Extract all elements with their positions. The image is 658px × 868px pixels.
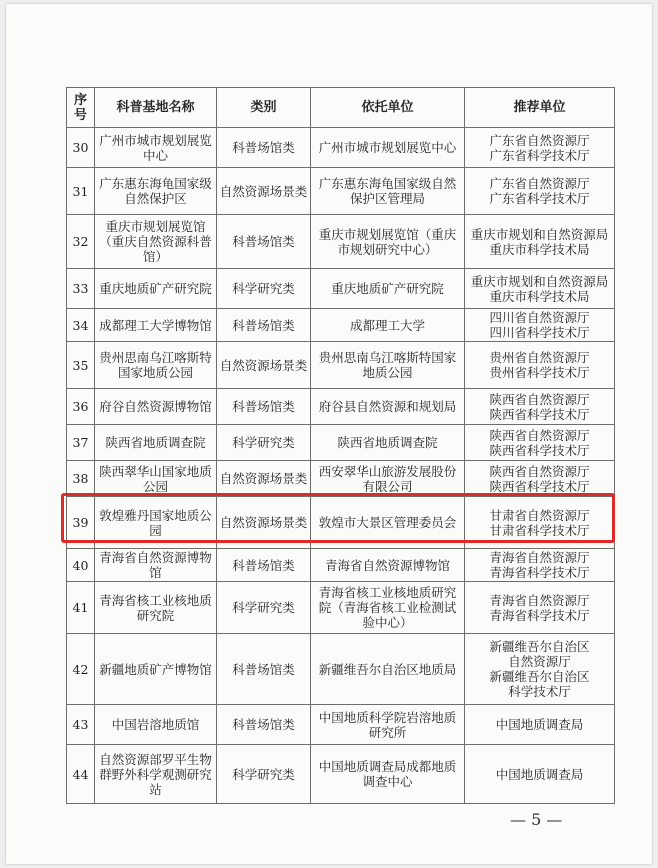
row-host-unit: 广州市城市规划展览中心 [311,128,465,168]
row-base-name: 重庆地质矿产研究院 [95,269,217,309]
table-row [67,549,615,582]
row-recommender: 中国地质调查局 [465,745,615,804]
row-base-name: 广东惠东海龟国家级自然保护区 [95,168,217,215]
table-row [67,128,615,168]
table-row [67,705,615,745]
table-row [67,425,615,461]
row-base-name: 中国岩溶地质馆 [95,705,217,745]
row-category: 科普场馆类 [217,549,311,582]
row-host-unit: 重庆地质矿产研究院 [311,269,465,309]
table-header-row [67,88,615,128]
row-number: 33 [67,269,95,309]
row-recommender: 广东省自然资源厅 广东省科学技术厅 [465,168,615,215]
row-host-unit: 成都理工大学 [311,309,465,342]
row-base-name: 重庆市规划展览馆（重庆自然资源科普馆） [95,215,217,269]
row-category: 科普场馆类 [217,705,311,745]
row-host-unit: 青海省自然资源博物馆 [311,549,465,582]
row-base-name: 敦煌雅丹国家地质公园 [95,497,217,549]
row-base-name: 贵州思南乌江喀斯特国家地质公园 [95,342,217,389]
row-number: 42 [67,634,95,705]
row-base-name: 府谷自然资源博物馆 [95,389,217,425]
row-base-name: 陕西省地质调查院 [95,425,217,461]
row-number: 36 [67,389,95,425]
row-recommender: 甘肃省自然资源厅 甘肃省科学技术厅 [465,497,615,549]
row-recommender: 青海省自然资源厅 青海省科学技术厅 [465,582,615,634]
table-row [67,342,615,389]
table-row [67,582,615,634]
row-host-unit: 贵州思南乌江喀斯特国家地质公园 [311,342,465,389]
row-recommender: 陕西省自然资源厅 陕西省科学技术厅 [465,389,615,425]
table-row [67,634,615,705]
row-host-unit: 中国地质调查局成都地质调查中心 [311,745,465,804]
row-number: 43 [67,705,95,745]
row-recommender: 广东省自然资源厅 广东省科学技术厅 [465,128,615,168]
row-category: 自然资源场景类 [217,497,311,549]
row-host-unit: 广东惠东海龟国家级自然保护区管理局 [311,168,465,215]
row-recommender: 新疆维吾尔自治区 自然资源厅 新疆维吾尔自治区 科学技术厅 [465,634,615,705]
row-category: 科学研究类 [217,425,311,461]
row-number: 37 [67,425,95,461]
row-recommender: 重庆市规划和自然资源局 重庆市科学技术局 [465,269,615,309]
row-category: 自然资源场景类 [217,342,311,389]
header-rec: 推荐单位 [465,88,615,128]
row-number: 34 [67,309,95,342]
row-category: 自然资源场景类 [217,168,311,215]
base-list-table [66,87,615,804]
row-base-name: 自然资源部罗平生物群野外科学观测研究站 [95,745,217,804]
row-host-unit: 新疆维吾尔自治区地质局 [311,634,465,705]
row-base-name: 成都理工大学博物馆 [95,309,217,342]
row-number: 32 [67,215,95,269]
row-recommender: 陕西省自然资源厅 陕西省科学技术厅 [465,461,615,497]
header-no: 序号 [67,88,95,128]
header-type: 类别 [217,88,311,128]
row-number: 40 [67,549,95,582]
row-category: 科普场馆类 [217,309,311,342]
row-host-unit: 重庆市规划展览馆（重庆市规划研究中心） [311,215,465,269]
table-row [67,389,615,425]
row-number: 39 [67,497,95,549]
table-row [67,461,615,497]
row-recommender: 四川省自然资源厅 四川省科学技术厅 [465,309,615,342]
row-number: 31 [67,168,95,215]
header-name: 科普基地名称 [95,88,217,128]
table-row [67,215,615,269]
row-number: 35 [67,342,95,389]
row-host-unit: 西安翠华山旅游发展股份有限公司 [311,461,465,497]
row-category: 科普场馆类 [217,215,311,269]
table-row [67,309,615,342]
row-category: 自然资源场景类 [217,461,311,497]
row-number: 38 [67,461,95,497]
page-number: — 5 — [510,810,563,829]
row-recommender: 青海省自然资源厅 青海省科学技术厅 [465,549,615,582]
row-number: 30 [67,128,95,168]
row-base-name: 新疆地质矿产博物馆 [95,634,217,705]
row-number: 44 [67,745,95,804]
table-row [67,497,615,549]
row-host-unit: 敦煌市大景区管理委员会 [311,497,465,549]
row-recommender: 陕西省自然资源厅 陕西省科学技术厅 [465,425,615,461]
row-category: 科普场馆类 [217,128,311,168]
table-row [67,745,615,804]
row-category: 科学研究类 [217,582,311,634]
row-category: 科普场馆类 [217,634,311,705]
row-category: 科学研究类 [217,745,311,804]
row-category: 科普场馆类 [217,389,311,425]
row-recommender: 中国地质调查局 [465,705,615,745]
row-base-name: 青海省核工业核地质研究院 [95,582,217,634]
row-base-name: 陕西翠华山国家地质公园 [95,461,217,497]
row-host-unit: 中国地质科学院岩溶地质研究所 [311,705,465,745]
header-dep: 依托单位 [311,88,465,128]
row-host-unit: 府谷县自然资源和规划局 [311,389,465,425]
row-host-unit: 陕西省地质调查院 [311,425,465,461]
row-recommender: 贵州省自然资源厅 贵州省科学技术厅 [465,342,615,389]
row-host-unit: 青海省核工业核地质研究院（青海省核工业检测试验中心） [311,582,465,634]
row-base-name: 青海省自然资源博物馆 [95,549,217,582]
row-base-name: 广州市城市规划展览中心 [95,128,217,168]
table-row [67,168,615,215]
row-number: 41 [67,582,95,634]
document-page [6,4,652,864]
table-row [67,269,615,309]
row-recommender: 重庆市规划和自然资源局 重庆市科学技术局 [465,215,615,269]
row-category: 科学研究类 [217,269,311,309]
